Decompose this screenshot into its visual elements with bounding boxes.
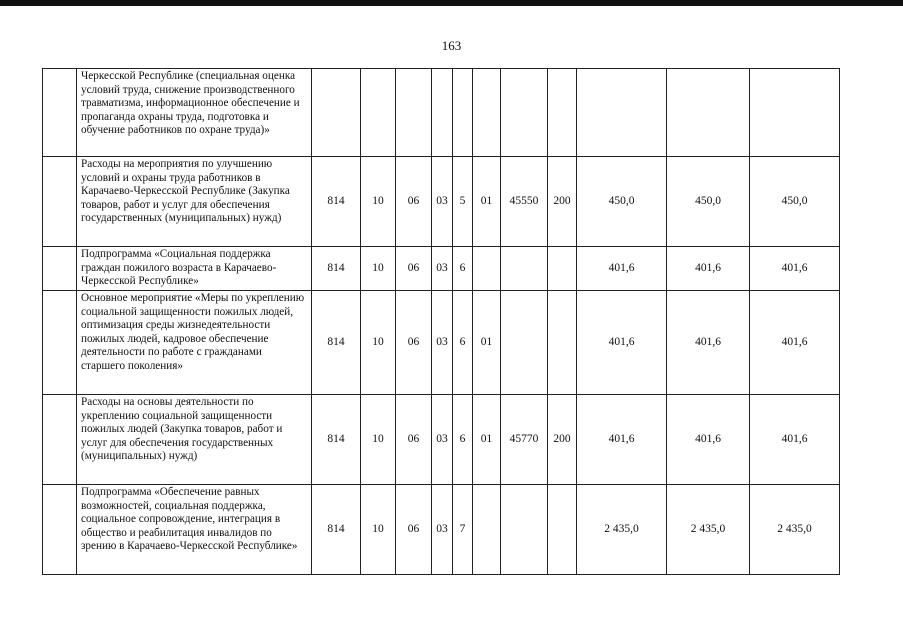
row-marker-cell xyxy=(43,69,77,157)
ministry-code: 814 xyxy=(312,395,361,485)
amount-year-1: 401,6 xyxy=(577,291,667,395)
amount-year-3: 2 435,0 xyxy=(750,485,840,575)
row-description: Черкесской Республике (специальная оценка условий труда, снижение производственного травматизма, информационное обеспечение и пропаганда охраны труда, подготовка и обучение работников по охране труда)» xyxy=(77,69,312,157)
ministry-code xyxy=(312,69,361,157)
ministry-code: 814 xyxy=(312,291,361,395)
page-top-border xyxy=(0,0,903,6)
program-code: 03 xyxy=(432,485,453,575)
direction-code: 45550 xyxy=(501,157,548,247)
expense-type-code xyxy=(548,69,577,157)
page-number: 163 xyxy=(441,38,462,53)
amount-year-3 xyxy=(750,69,840,157)
direction-code xyxy=(501,291,548,395)
amount-year-1: 401,6 xyxy=(577,395,667,485)
table-row xyxy=(43,69,840,157)
table-row xyxy=(43,485,840,575)
activity-code xyxy=(473,485,501,575)
expense-type-code xyxy=(548,291,577,395)
ministry-code: 814 xyxy=(312,157,361,247)
amount-year-2: 401,6 xyxy=(667,395,750,485)
subsection-code: 06 xyxy=(396,157,432,247)
subsection-code: 06 xyxy=(396,395,432,485)
table-row xyxy=(43,157,840,247)
activity-code xyxy=(473,69,501,157)
amount-year-2: 450,0 xyxy=(667,157,750,247)
section-code: 10 xyxy=(361,485,396,575)
table-row xyxy=(43,395,840,485)
program-code: 03 xyxy=(432,247,453,291)
amount-year-1: 450,0 xyxy=(577,157,667,247)
row-description: Расходы на мероприятия по улучшению условий и охраны труда работников в Карачаево-Черкесской Республике (Закупка товаров, работ и услуг для обеспечения государственных (муниципальных) нужд) xyxy=(77,157,312,247)
row-marker-cell xyxy=(43,485,77,575)
direction-code xyxy=(501,247,548,291)
amount-year-3: 450,0 xyxy=(750,157,840,247)
section-code: 10 xyxy=(361,157,396,247)
section-code: 10 xyxy=(361,291,396,395)
activity-code: 01 xyxy=(473,291,501,395)
subsection-code: 06 xyxy=(396,485,432,575)
subsection-code: 06 xyxy=(396,291,432,395)
direction-code: 45770 xyxy=(501,395,548,485)
program-code: 03 xyxy=(432,291,453,395)
ministry-code: 814 xyxy=(312,485,361,575)
activity-code: 01 xyxy=(473,157,501,247)
amount-year-1 xyxy=(577,69,667,157)
section-code: 10 xyxy=(361,247,396,291)
subsection-code: 06 xyxy=(396,247,432,291)
amount-year-1: 401,6 xyxy=(577,247,667,291)
subsection-code xyxy=(396,69,432,157)
row-marker-cell xyxy=(43,395,77,485)
direction-code xyxy=(501,485,548,575)
amount-year-3: 401,6 xyxy=(750,395,840,485)
amount-year-2 xyxy=(667,69,750,157)
activity-code: 01 xyxy=(473,395,501,485)
amount-year-2: 2 435,0 xyxy=(667,485,750,575)
amount-year-2: 401,6 xyxy=(667,247,750,291)
row-description: Расходы на основы деятельности по укреплению социальной защищенности пожилых людей (Закупка товаров, работ и услуг для обеспечения государственных (муниципальных) нужд) xyxy=(77,395,312,485)
amount-year-3: 401,6 xyxy=(750,291,840,395)
program-code xyxy=(432,69,453,157)
row-marker-cell xyxy=(43,247,77,291)
expense-type-code xyxy=(548,247,577,291)
amount-year-1: 2 435,0 xyxy=(577,485,667,575)
subprogram-code: 6 xyxy=(453,247,473,291)
amount-year-3: 401,6 xyxy=(750,247,840,291)
expense-type-code xyxy=(548,485,577,575)
activity-code xyxy=(473,247,501,291)
section-code: 10 xyxy=(361,395,396,485)
program-code: 03 xyxy=(432,157,453,247)
subprogram-code: 6 xyxy=(453,291,473,395)
section-code xyxy=(361,69,396,157)
direction-code xyxy=(501,69,548,157)
budget-table-body xyxy=(43,69,840,575)
expense-type-code: 200 xyxy=(548,157,577,247)
row-marker-cell xyxy=(43,157,77,247)
subprogram-code: 7 xyxy=(453,485,473,575)
table-row xyxy=(43,247,840,291)
row-description: Подпрограмма «Обеспечение равных возможностей, социальная поддержка, социальное сопровождение, интеграция в общество и реабилитация инвалидов по зрению в Карачаево-Черкесской Республике» xyxy=(77,485,312,575)
ministry-code: 814 xyxy=(312,247,361,291)
row-description: Подпрограмма «Социальная поддержка граждан пожилого возраста в Карачаево-Черкесской Республике» xyxy=(77,247,312,291)
program-code: 03 xyxy=(432,395,453,485)
table-row xyxy=(43,291,840,395)
row-marker-cell xyxy=(43,291,77,395)
amount-year-2: 401,6 xyxy=(667,291,750,395)
row-description: Основное мероприятие «Меры по укреплению социальной защищенности пожилых людей, оптимизация среды жизнедеятельности пожилых людей, кадровое обеспечение деятельности по работе с гражданами старшего поколения» xyxy=(77,291,312,395)
budget-table xyxy=(42,68,840,575)
subprogram-code: 6 xyxy=(453,395,473,485)
expense-type-code: 200 xyxy=(548,395,577,485)
subprogram-code xyxy=(453,69,473,157)
subprogram-code: 5 xyxy=(453,157,473,247)
